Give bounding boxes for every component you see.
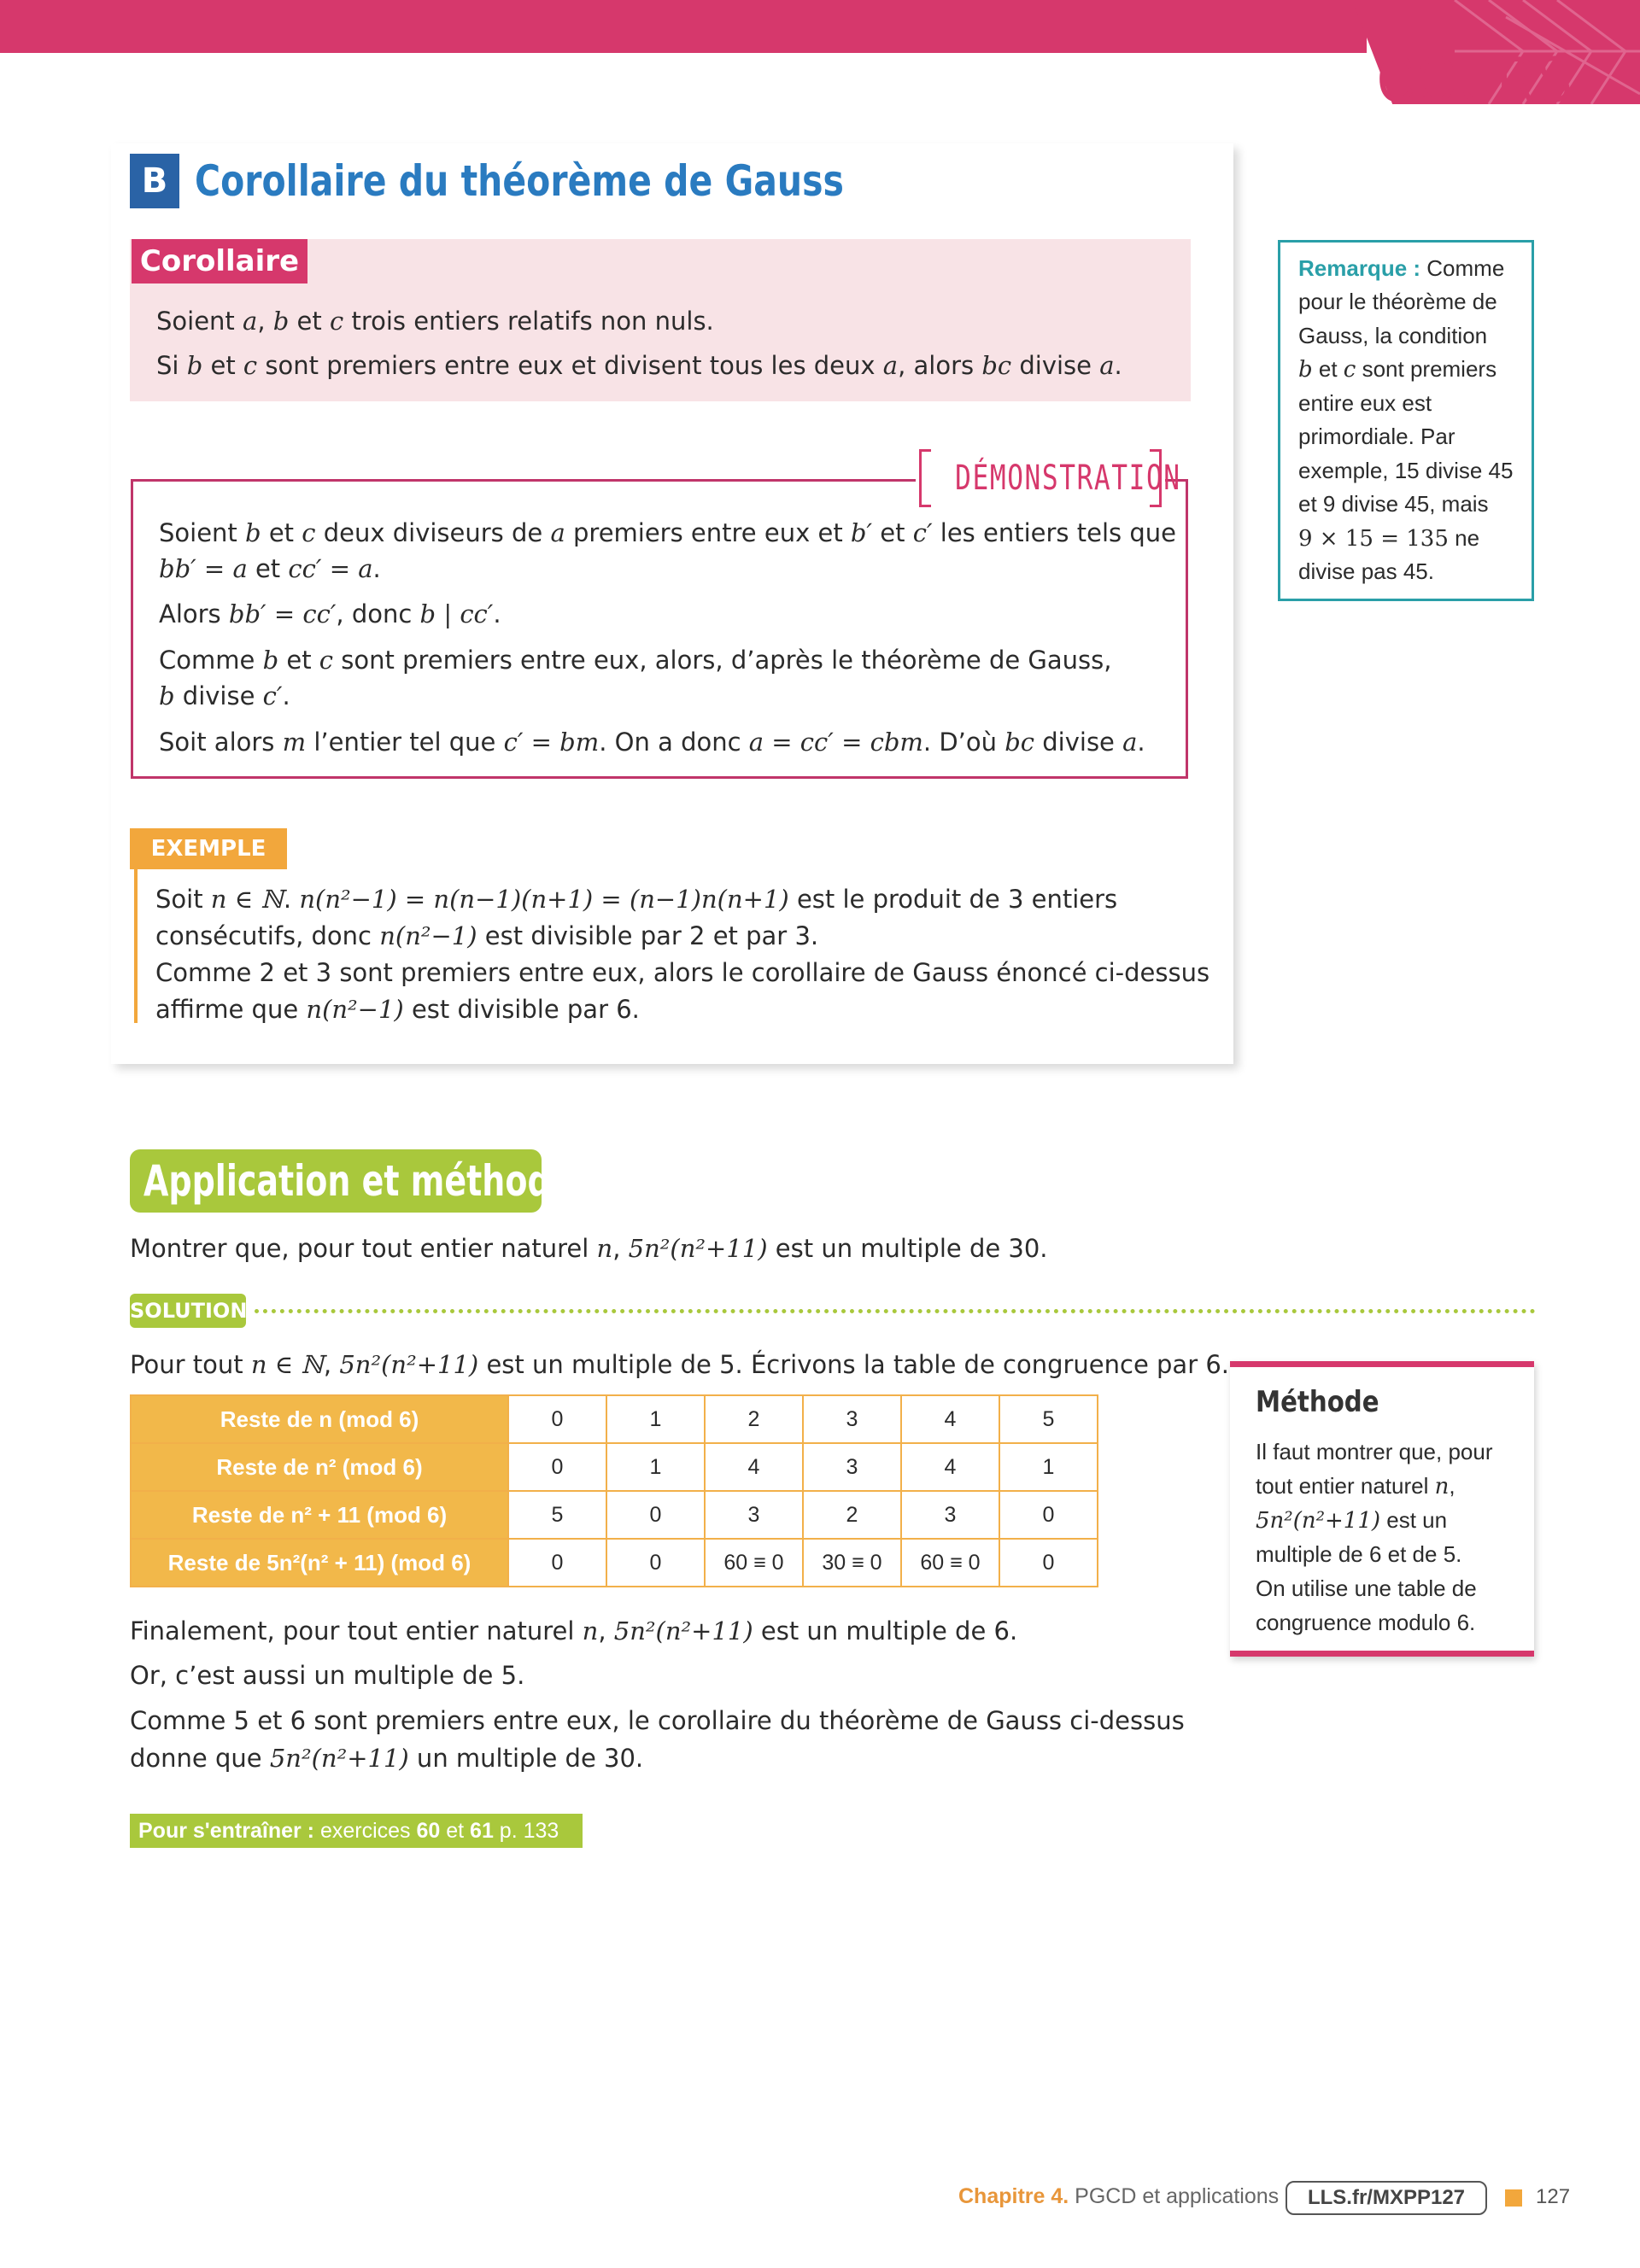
table-cell: 3	[901, 1491, 999, 1539]
demonstration-line-4: Comme b et c sont premiers entre eux, alors, d’après le théorème de Gauss,	[159, 646, 1112, 675]
corollary-line-2: Si b et c sont premiers entre eux et divisent tous les deux a, alors bc divise a.	[156, 351, 1122, 380]
table-cell: 4	[705, 1443, 803, 1491]
example-side-bar	[134, 869, 138, 1023]
remark-line-6: primordiale. Par	[1298, 424, 1456, 449]
row-header: Reste de 5n²(n² + 11) (mod 6)	[131, 1539, 508, 1587]
table-cell: 1	[606, 1443, 705, 1491]
remark-line-10: divise pas 45.	[1298, 558, 1434, 584]
table-cell: 5	[508, 1491, 606, 1539]
table-cell: 2	[705, 1395, 803, 1443]
table-cell: 2	[803, 1491, 901, 1539]
practice-link[interactable]: Pour s'entraîner : exercices 60 et 61 p. 133	[138, 1819, 559, 1843]
example-line-2: consécutifs, donc n(n²−1) est divisible par 2 et par 3.	[155, 921, 819, 950]
table-cell: 0	[606, 1491, 705, 1539]
table-cell: 60 ≡ 0	[705, 1539, 803, 1587]
table-cell: 3	[705, 1491, 803, 1539]
demonstration-line-5: b divise c′.	[159, 681, 290, 710]
remark-line-7: exemple, 15 divise 45	[1298, 458, 1514, 483]
demonstration-line-2: bb′ = a et cc′ = a.	[159, 554, 381, 583]
table-cell: 4	[901, 1395, 999, 1443]
remark-heading: Remarque :	[1298, 255, 1421, 281]
remark-line-4: b et c sont premiers	[1298, 356, 1497, 383]
footer-square-icon	[1505, 2189, 1522, 2207]
table-cell: 3	[803, 1395, 901, 1443]
method-line-3: 5n²(n²+11) est un	[1256, 1507, 1448, 1534]
example-line-3: Comme 2 et 3 sont premiers entre eux, alors le corollaire de Gauss énoncé ci-dessus	[155, 958, 1210, 987]
table-cell: 0	[999, 1491, 1098, 1539]
table-cell: 5	[999, 1395, 1098, 1443]
example-line-1: Soit n ∈ ℕ. n(n²−1) = n(n−1)(n+1) = (n−1)n(n+1) est le produit de 3 entiers	[155, 885, 1118, 914]
conclusion-line-3: Comme 5 et 6 sont premiers entre eux, le corollaire du théorème de Gauss ci-dessus	[130, 1706, 1185, 1735]
page-number: 127	[1536, 2185, 1571, 2208]
method-line-2: tout entier naturel n,	[1256, 1473, 1456, 1499]
method-line-4: multiple de 6 et de 5.	[1256, 1541, 1462, 1567]
demonstration-bracket-left	[919, 449, 931, 507]
example-label: EXEMPLE	[130, 828, 287, 869]
table-cell: 0	[508, 1539, 606, 1587]
application-question: Montrer que, pour tout entier naturel n, 5n²(n²+11) est un multiple de 30.	[130, 1234, 1048, 1263]
remark-line-9: 9 × 15 = 135 ne	[1298, 525, 1480, 552]
table-cell: 4	[901, 1443, 999, 1491]
method-line-1: Il faut montrer que, pour	[1256, 1439, 1493, 1464]
table-row	[131, 1491, 1098, 1539]
application-title: Application et méthode - 8	[144, 1156, 632, 1206]
solution-intro: Pour tout n ∈ ℕ, 5n²(n²+11) est un multiple de 5. Écrivons la table de congruence par 6.	[130, 1350, 1229, 1379]
table-cell: 0	[606, 1539, 705, 1587]
solution-dotted-rule	[255, 1309, 1536, 1313]
corollary-line-1: Soient a, b et c trois entiers relatifs non nuls.	[156, 307, 714, 336]
conclusion-line-1: Finalement, pour tout entier naturel n, 5n²(n²+11) est un multiple de 6.	[130, 1616, 1018, 1645]
congruence-table	[130, 1394, 1098, 1587]
header-band	[0, 0, 1367, 53]
table-cell: 60 ≡ 0	[901, 1539, 999, 1587]
table-cell: 3	[803, 1443, 901, 1491]
row-header: Reste de n² (mod 6)	[131, 1443, 508, 1491]
remark-line-8: et 9 divise 45, mais	[1298, 491, 1489, 517]
remark-line-2: pour le théorème de	[1298, 289, 1497, 314]
conclusion-line-2: Or, c’est aussi un multiple de 5.	[130, 1661, 525, 1690]
method-line-6: congruence modulo 6.	[1256, 1610, 1476, 1635]
conclusion-line-4: donne que 5n²(n²+11) un multiple de 30.	[130, 1744, 644, 1773]
demonstration-line-6: Soit alors m l’entier tel que c′ = bm. On a donc a = cc′ = cbm. D’où bc divise a.	[159, 728, 1145, 757]
section-letter-badge: B	[130, 154, 179, 208]
footer-chapter: Chapitre 4. PGCD et applications	[958, 2184, 1280, 2208]
table-cell: 1	[999, 1443, 1098, 1491]
remark-line-3: Gauss, la condition	[1298, 323, 1488, 348]
table-row	[131, 1395, 1098, 1443]
section-title: Corollaire du théorème de Gauss	[195, 156, 844, 206]
method-title: Méthode	[1256, 1385, 1379, 1419]
row-header: Reste de n² + 11 (mod 6)	[131, 1491, 508, 1539]
cours-label: COURS	[1377, 44, 1573, 116]
demonstration-label: DÉMONSTRATION	[955, 459, 1181, 498]
table-cell: 0	[508, 1443, 606, 1491]
footer-lls-link[interactable]: LLS.fr/MXPP127	[1286, 2181, 1487, 2215]
remark-line-1: Remarque : Comme	[1298, 255, 1505, 281]
remark-line-5: entire eux est	[1298, 390, 1432, 416]
solution-label: SOLUTION	[130, 1294, 246, 1328]
demonstration-line-3: Alors bb′ = cc′, donc b | cc′.	[159, 599, 501, 628]
table-cell: 1	[606, 1395, 705, 1443]
table-cell: 30 ≡ 0	[803, 1539, 901, 1587]
demonstration-line-1: Soient b et c deux diviseurs de a premiers entre eux et b′ et c′ les entiers tels que	[159, 518, 1176, 547]
table-cell: 0	[999, 1539, 1098, 1587]
row-header: Reste de n (mod 6)	[131, 1395, 508, 1443]
example-line-4: affirme que n(n²−1) est divisible par 6.	[155, 995, 640, 1024]
method-line-5: On utilise une table de	[1256, 1575, 1477, 1601]
table-row	[131, 1539, 1098, 1587]
table-row	[131, 1443, 1098, 1491]
table-cell: 0	[508, 1395, 606, 1443]
corollary-label: Corollaire	[132, 239, 308, 284]
